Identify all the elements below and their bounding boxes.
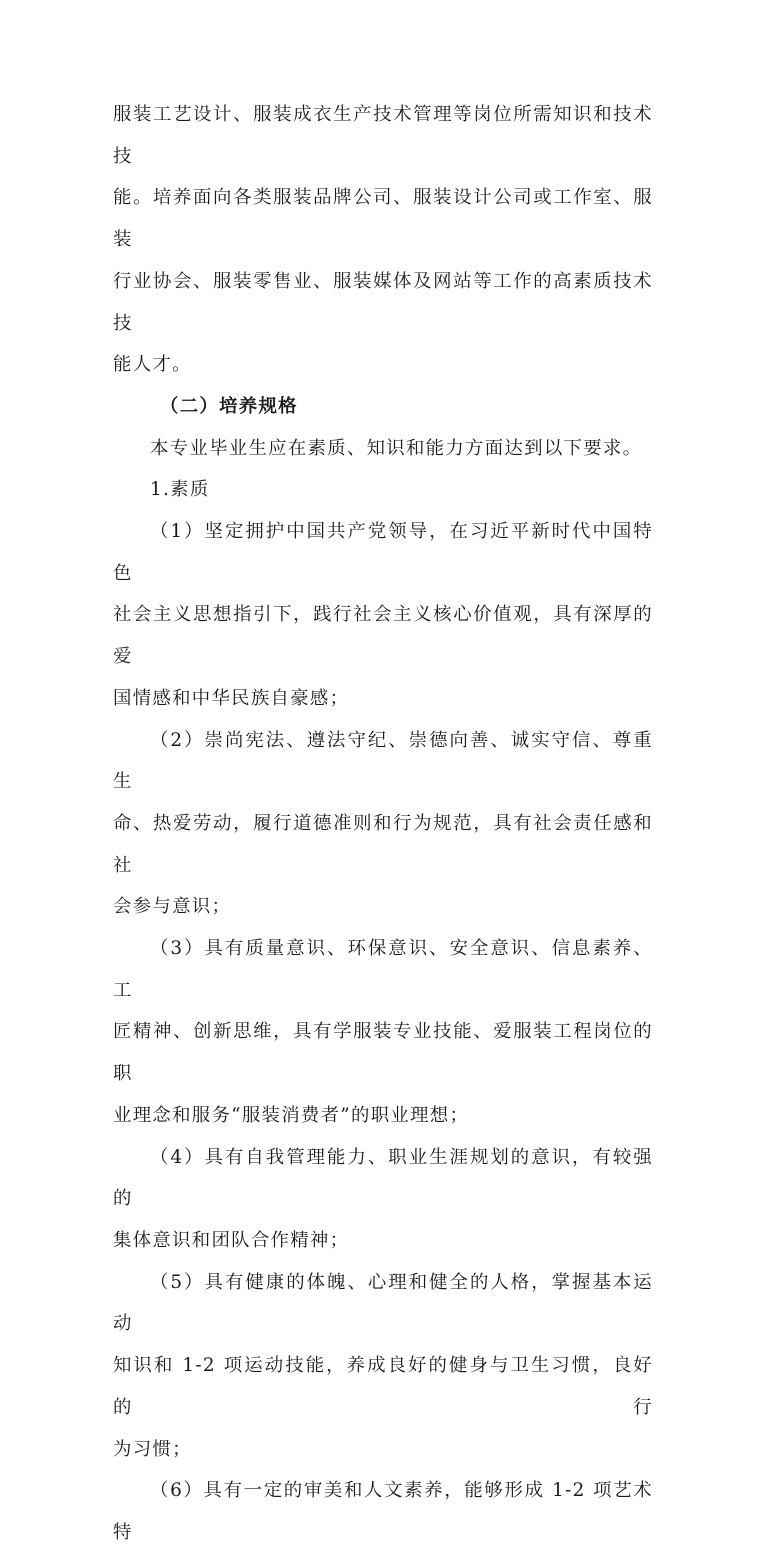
text-line: 能。培养面向各类服装品牌公司、服装设计公司或工作室、服装 xyxy=(113,187,653,251)
text-line: （6）具有一定的审美和人文素养，能够形成 1-2 项艺术特 xyxy=(113,1480,653,1543)
text-line: 国情感和中华民族自豪感； xyxy=(113,687,350,709)
list-item-6 xyxy=(113,1470,653,1553)
text-line: 行业协会、服装零售业、服装媒体及网站等工作的高素质技术技 xyxy=(113,270,653,334)
text-line: （1）坚定拥护中国共产党领导，在习近平新时代中国特色 xyxy=(113,521,653,584)
text-line: 能人才。 xyxy=(113,354,192,376)
text-line: （4）具有自我管理能力、职业生涯规划的意识，有较强的 xyxy=(113,1146,653,1210)
section-heading xyxy=(113,386,653,428)
text-line: 匠精神、创新思维，具有学服装专业技能、爱服装工程岗位的职 xyxy=(113,1021,653,1085)
text-line: 业理念和服务“服装消费者”的职业理想； xyxy=(113,1104,470,1126)
text-line: 集体意识和团队合作精神； xyxy=(113,1229,350,1251)
paragraph-intro-continued xyxy=(113,94,653,386)
subsection-text: 1.素质 xyxy=(150,479,210,501)
list-item-4 xyxy=(113,1137,653,1262)
list-item-2 xyxy=(113,720,653,929)
text-line: 为习惯； xyxy=(113,1438,192,1460)
subsection-title-quality xyxy=(113,469,653,511)
text-line: 会参与意识； xyxy=(113,896,232,918)
text-line: （3）具有质量意识、环保意识、安全意识、信息素养、工 xyxy=(113,938,653,1001)
list-item-1 xyxy=(113,511,653,720)
text-line: （2）崇尚宪法、遵法守纪、崇德向善、诚实守信、尊重生 xyxy=(113,729,653,793)
heading-text: （二）培养规格 xyxy=(160,395,298,417)
text-line: 知识和 1-2 项运动技能，养成良好的健身与卫生习惯，良好的行 xyxy=(113,1355,653,1418)
text-line: 服装工艺设计、服装成衣生产技术管理等岗位所需知识和技术技 xyxy=(113,104,653,167)
text-line: （5）具有健康的体魄、心理和健全的人格，掌握基本运动 xyxy=(113,1271,653,1335)
document-body xyxy=(113,94,653,1554)
text-line: 社会主义思想指引下，践行社会主义核心价值观，具有深厚的爱 xyxy=(113,604,653,668)
text-line: 本专业毕业生应在素质、知识和能力方面达到以下要求。 xyxy=(150,437,643,459)
list-item-3 xyxy=(113,928,653,1137)
text-line: 命、热爱劳动，履行道德准则和行为规范，具有社会责任感和社 xyxy=(113,812,653,876)
paragraph-requirement-intro xyxy=(113,428,653,470)
list-item-5 xyxy=(113,1262,653,1471)
